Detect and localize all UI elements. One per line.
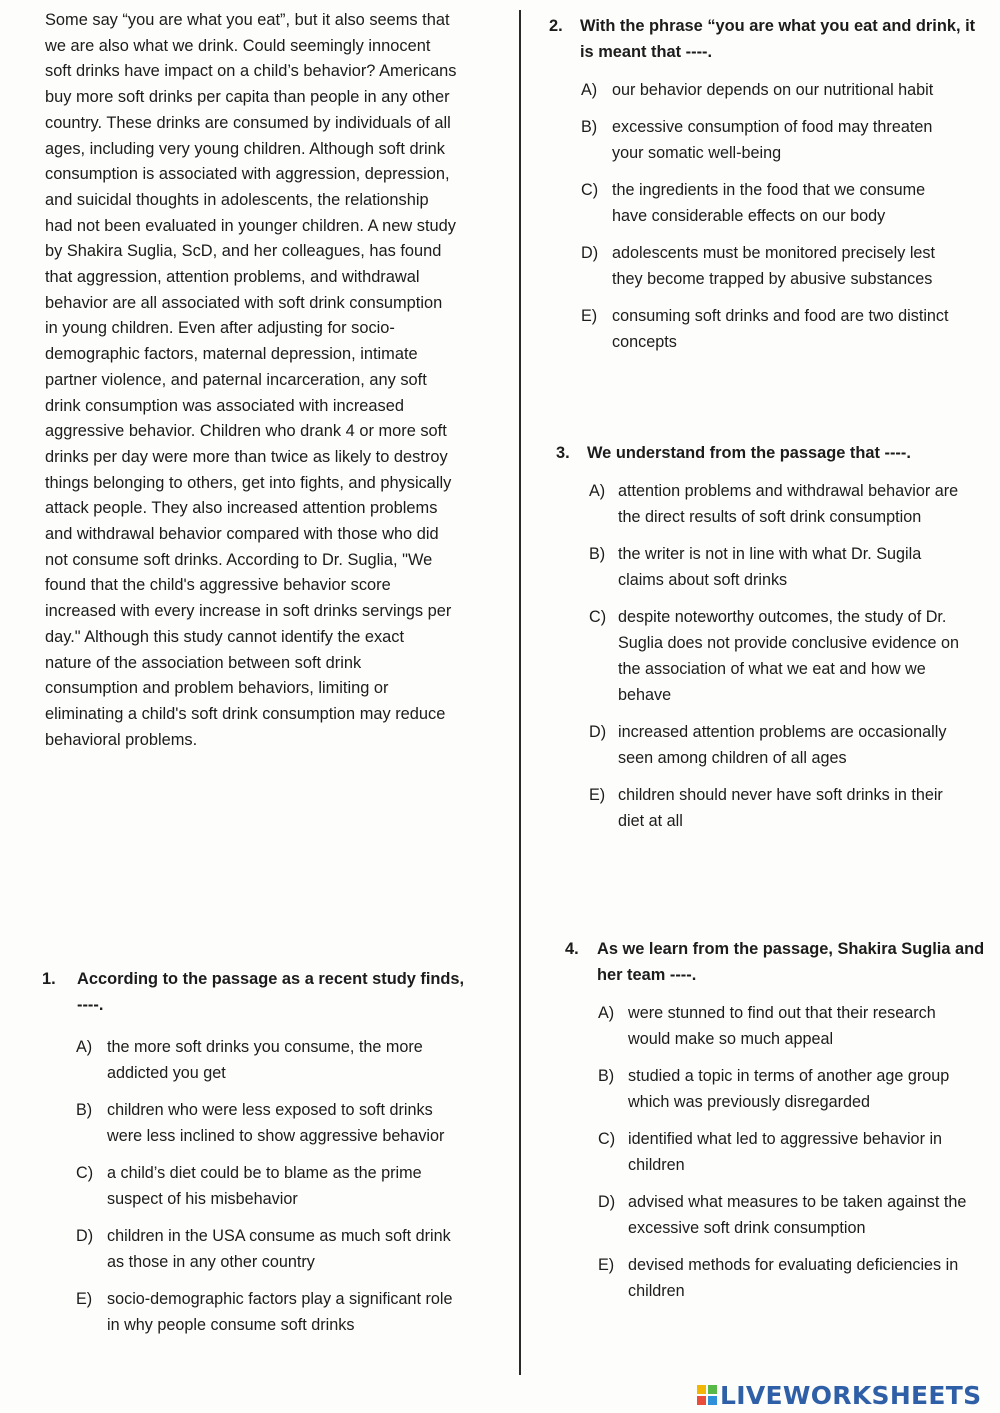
option-text: devised methods for evaluating deficiencies in (628, 1256, 959, 1274)
question-stem (549, 13, 994, 65)
option-letter: A) (581, 81, 598, 99)
answer-option-d[interactable] (76, 1223, 512, 1275)
option-text: behave (618, 686, 672, 704)
question-number: 1. (42, 970, 56, 988)
question-2 (549, 13, 994, 355)
option-text: the more soft drinks you consume, the more (107, 1038, 423, 1056)
option-text: suspect of his misbehavior (107, 1190, 298, 1208)
answer-option-c[interactable] (76, 1160, 512, 1212)
passage-line: found that the child's aggressive behavior score (45, 576, 391, 595)
option-text: children who were less exposed to soft drinks (107, 1101, 433, 1119)
option-text: were stunned to find out that their research (628, 1004, 936, 1022)
passage-line: things belonging to others, get into fights, and physically (45, 473, 452, 492)
option-letter: D) (598, 1193, 616, 1211)
passage-line: attack people. They also increased attention problems (45, 499, 438, 518)
question-text: We understand from the passage that ----. (587, 444, 911, 462)
answer-option-d[interactable] (589, 719, 996, 771)
option-letter: C) (589, 608, 607, 626)
option-text: adolescents must be monitored precisely lest (612, 244, 936, 262)
option-text: they become trapped by abusive substances (612, 270, 933, 288)
answer-option-b[interactable] (598, 1063, 995, 1115)
passage-line: partner violence, and paternal incarceration, any soft (45, 370, 427, 389)
passage-line: country. These drinks are consumed by individuals of all (45, 113, 451, 132)
option-text: as those in any other country (107, 1253, 315, 1271)
option-text: the association of what we eat and how we (618, 660, 926, 678)
passage-line: behavior are all associated with soft drink consumption (45, 293, 443, 312)
logo-square (708, 1396, 717, 1405)
passage-line: consumption and problem behaviors, limiting or (45, 679, 389, 698)
option-text: your somatic well-being (612, 144, 782, 162)
option-text: were less inclined to show aggressive behavior (107, 1127, 445, 1145)
question-stem (556, 440, 996, 466)
question-text: her team ----. (597, 966, 697, 984)
passage-line: had not been evaluated in younger children. A new study (45, 216, 456, 235)
option-letter: E) (76, 1290, 93, 1308)
passage-line: buy more soft drinks per capita than people in any other (45, 88, 450, 107)
option-letter: D) (589, 723, 607, 741)
option-text: consuming soft drinks and food are two distinct (612, 307, 949, 325)
passage-line: in young children. Even after adjusting for socio- (45, 319, 395, 338)
logo-text: LIVEWORKSHEETS (720, 1380, 982, 1410)
option-text: the direct results of soft drink consumption (618, 508, 922, 526)
passage-line: drinks per day were more than twice as likely to destroy (45, 447, 448, 466)
option-text: despite noteworthy outcomes, the study of Dr. (618, 608, 947, 626)
passage-line: and withdrawal behavior compared with those who did (45, 525, 439, 544)
question-text: is meant that ----. (580, 43, 713, 61)
option-letter: B) (76, 1101, 93, 1119)
question-number: 2. (549, 17, 563, 35)
option-text: excessive soft drink consumption (628, 1219, 866, 1237)
answer-option-a[interactable] (598, 1000, 995, 1052)
answer-option-e[interactable] (598, 1252, 995, 1304)
option-text: excessive consumption of food may threaten (612, 118, 933, 136)
question-text: With the phrase “you are what you eat and drink, it (580, 17, 976, 35)
option-text: attention problems and withdrawal behavior are (618, 482, 959, 500)
option-text: in why people consume soft drinks (107, 1316, 355, 1334)
option-text: diet at all (618, 812, 683, 830)
option-letter: D) (581, 244, 599, 262)
passage-line: behavioral problems. (45, 730, 198, 749)
passage-line: demographic factors, maternal depression, intimate (45, 345, 418, 364)
answer-option-a[interactable] (76, 1034, 512, 1086)
question-text: According to the passage as a recent study finds, (77, 970, 465, 988)
option-letter: A) (76, 1038, 93, 1056)
passage-line: Some say “you are what you eat”, but it also seems that (45, 11, 450, 29)
passage-line: drink consumption was associated with increased (45, 396, 404, 415)
option-letter: C) (76, 1164, 94, 1182)
passage-line: and suicidal thoughts in adolescents, the relationship (45, 190, 429, 209)
option-letter: E) (589, 786, 606, 804)
option-text: children (628, 1156, 685, 1174)
answer-option-b[interactable] (589, 541, 996, 593)
passage-line: ages, including very young children. Although soft drink (45, 139, 445, 158)
liveworksheets-logo-icon (697, 1385, 717, 1405)
question-number: 3. (556, 444, 570, 462)
option-text: would make so much appeal (628, 1030, 834, 1048)
logo-square (697, 1385, 706, 1394)
question-number: 4. (565, 940, 579, 958)
option-letter: A) (589, 482, 606, 500)
question-4 (565, 936, 995, 1304)
question-text: As we learn from the passage, Shakira Suglia and (597, 940, 985, 958)
option-text: seen among children of all ages (618, 749, 847, 767)
option-text: the ingredients in the food that we consume (612, 181, 926, 199)
option-letter: A) (598, 1004, 615, 1022)
option-letter: B) (598, 1067, 615, 1085)
answer-option-d[interactable] (598, 1189, 995, 1241)
passage-line: increased with every increase in soft drinks servings per (45, 602, 452, 621)
option-text: concepts (612, 333, 677, 351)
passage-line: consumption is associated with aggression, depression, (45, 165, 450, 184)
logo-square (708, 1385, 717, 1394)
option-text: Suglia does not provide conclusive evidence on (618, 634, 960, 652)
option-text: which was previously disregarded (628, 1093, 871, 1111)
option-text: the writer is not in line with what Dr. Sugila (618, 545, 922, 563)
option-text: have considerable effects on our body (612, 207, 886, 225)
option-text: children in the USA consume as much soft drink (107, 1227, 451, 1245)
passage-line: day." Although this study cannot identify the exact (45, 627, 405, 646)
passage-line: eliminating a child's soft drink consumption may reduce (45, 704, 446, 723)
option-letter: D) (76, 1227, 94, 1245)
answer-option-b[interactable] (76, 1097, 512, 1149)
answer-option-c[interactable] (598, 1126, 995, 1178)
question-text: ----. (77, 996, 104, 1014)
option-letter: B) (589, 545, 606, 563)
option-text: claims about soft drinks (618, 571, 788, 589)
answer-option-d[interactable] (581, 240, 994, 292)
question-stem (42, 966, 512, 1018)
option-text: increased attention problems are occasionally (618, 723, 947, 741)
option-text: a child’s diet could be to blame as the prime (107, 1164, 422, 1182)
passage-line: soft drinks have impact on a child’s behavior? Americans (45, 62, 457, 81)
passage-line: that aggression, attention problems, and withdrawal (45, 268, 420, 287)
option-letter: C) (581, 181, 599, 199)
option-letter: E) (598, 1256, 615, 1274)
option-text: children should never have soft drinks in their (618, 786, 943, 804)
answer-option-c[interactable] (589, 604, 996, 708)
question-stem (565, 936, 995, 988)
answer-option-b[interactable] (581, 114, 994, 166)
passage-line: nature of the association between soft drink (45, 653, 362, 672)
option-letter: B) (581, 118, 598, 136)
passage-line: not consume soft drinks. According to Dr. Suglia, "We (45, 550, 433, 569)
option-letter: C) (598, 1130, 616, 1148)
passage-line: aggressive behavior. Children who drank 4 or more soft (45, 422, 447, 441)
option-text: children (628, 1282, 685, 1300)
column-divider (519, 10, 521, 1375)
option-letter: E) (581, 307, 598, 325)
answer-option-e[interactable] (589, 782, 996, 834)
option-text: studied a topic in terms of another age group (628, 1067, 950, 1085)
question-3 (556, 440, 996, 834)
option-text: addicted you get (107, 1064, 226, 1082)
passage-line: by Shakira Suglia, ScD, and her colleagues, has found (45, 242, 442, 261)
answer-option-e[interactable] (581, 303, 994, 355)
liveworksheets-logo[interactable] (697, 1380, 981, 1410)
option-text: socio-demographic factors play a significant role (107, 1290, 453, 1308)
option-text: advised what measures to be taken against the (628, 1193, 967, 1211)
option-text: identified what led to aggressive behavior in (628, 1130, 943, 1148)
option-text: our behavior depends on our nutritional habit (612, 81, 934, 99)
answer-option-e[interactable] (76, 1286, 512, 1338)
answer-option-a[interactable] (581, 77, 994, 103)
reading-passage (45, 8, 495, 753)
question-1 (42, 966, 512, 1338)
answer-option-a[interactable] (589, 478, 996, 530)
logo-square (697, 1396, 706, 1405)
passage-line: we are also what we drink. Could seemingly innocent (45, 36, 431, 55)
answer-option-c[interactable] (581, 177, 994, 229)
